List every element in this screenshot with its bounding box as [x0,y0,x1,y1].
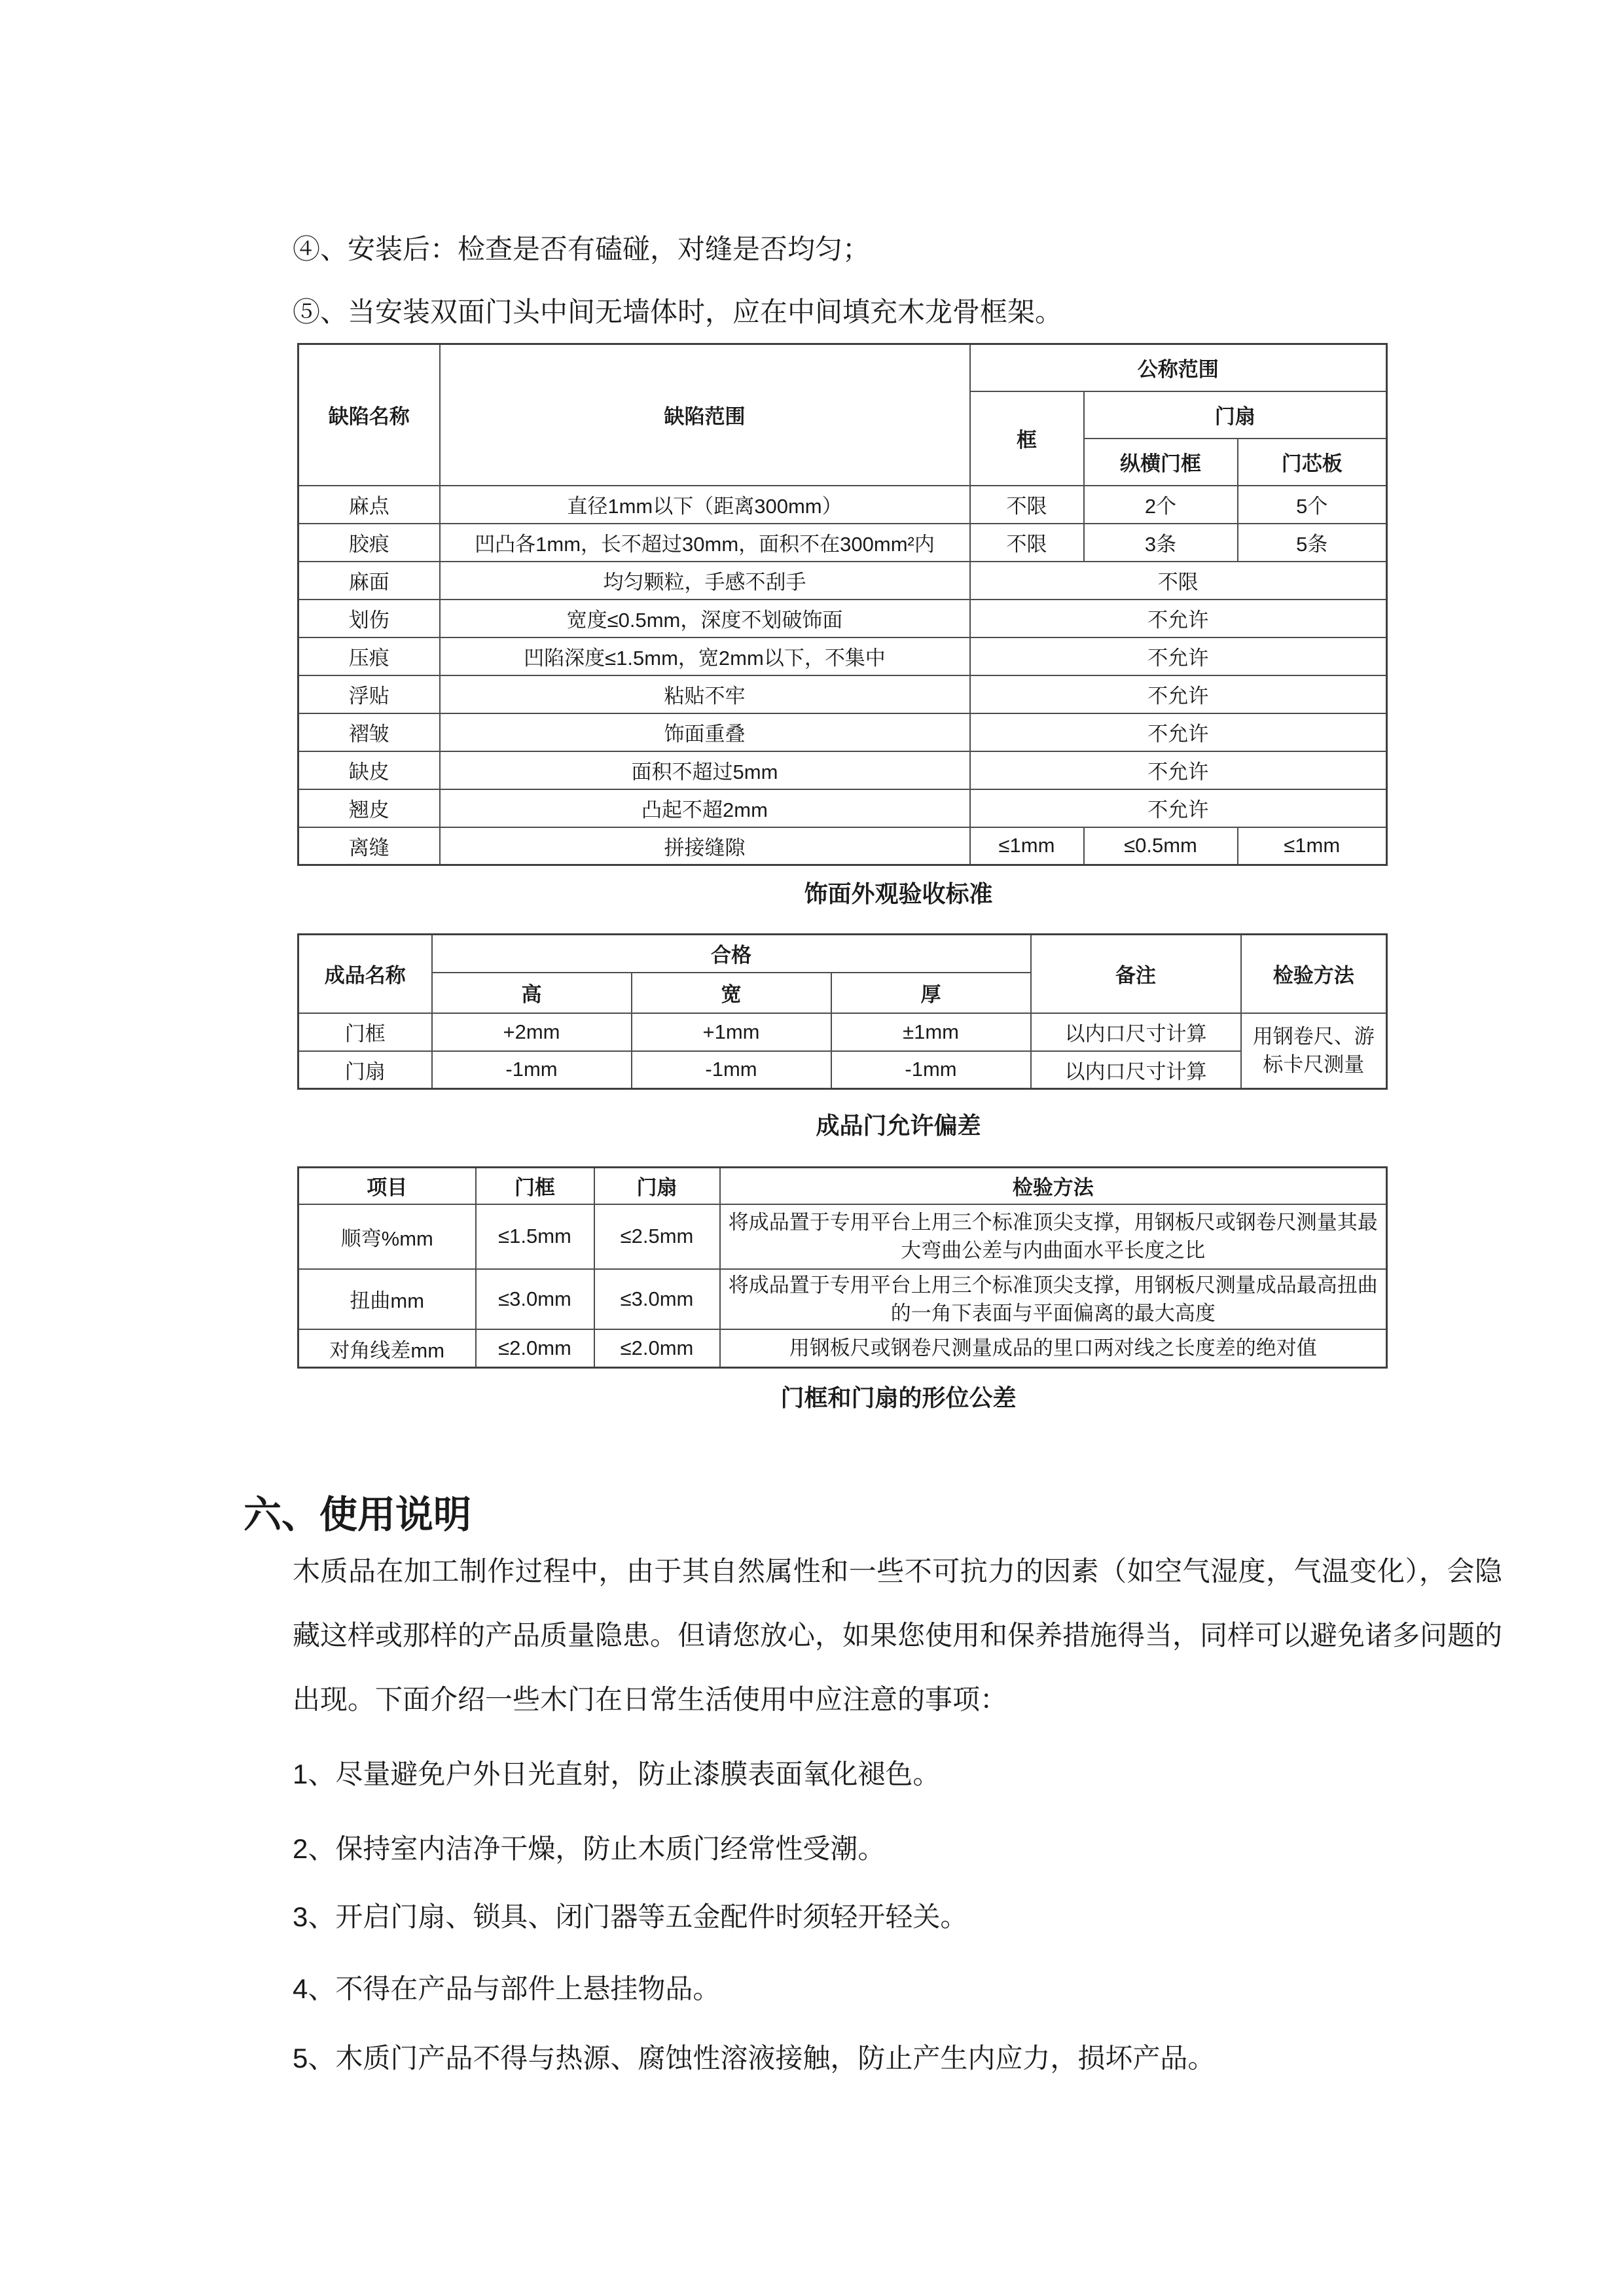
section-heading: 六、使用说明 [244,1493,472,1536]
all-value-cell: 不允许 [970,789,1387,827]
frame-value-cell: ≤2.0mm [476,1329,594,1367]
leaf-value-cell: ≤2.5mm [594,1204,720,1269]
defect-range-cell: 面积不超过5mm [440,751,970,789]
core-value-cell: ≤1mm [1238,827,1387,865]
frame-value-cell: ≤3.0mm [476,1269,594,1330]
install-note-4: ④、安装后：检查是否有磕碰，对缝是否均匀； [293,234,871,264]
defect-range-cell: 粘贴不牢 [440,675,970,713]
method-cell: 将成品置于专用平台上用三个标准顶尖支撑，用钢板尺或钢卷尺测量其最大弯曲公差与内曲面水平长度之比 [720,1204,1387,1269]
defect-range-cell: 饰面重叠 [440,713,970,751]
height-value-cell: +2mm [432,1013,632,1051]
usage-item-2: 2、保持室内洁净干燥，防止木质门经常性受潮。 [293,1833,886,1864]
defect-range-cell: 拼接缝隙 [440,827,970,865]
frame-header: 门框 [476,1168,594,1204]
tolerance-row [298,1329,1387,1367]
width-value-cell: +1mm [632,1013,831,1051]
method-merged-cell: 用钢卷尺、游标卡尺测量 [1241,1013,1387,1089]
defect-range-cell: 均匀颗粒，手感不刮手 [440,562,970,600]
tolerance-header-row [298,1168,1387,1204]
core-value-cell: 5条 [1238,524,1387,562]
defect-row [298,789,1387,827]
thickness-header: 厚 [831,973,1031,1013]
defect-row [298,827,1387,865]
nominal-range-header: 公称范围 [970,344,1387,391]
defect-row [298,713,1387,751]
frame-value-cell: ≤1.5mm [476,1204,594,1269]
item-cell: 对角线差mm [298,1329,476,1367]
thickness-value-cell: ±1mm [831,1013,1031,1051]
frame-value-cell: 不限 [970,486,1084,524]
defect-range-cell: 凹凸各1mm，长不超过30mm，面积不在300mm²内 [440,524,970,562]
tolerance-row [298,1269,1387,1330]
deviation-table-caption: 成品门允许偏差 [816,1112,981,1139]
all-value-cell: 不允许 [970,751,1387,789]
defect-name-cell: 翘皮 [298,789,440,827]
tolerance-table-caption: 门框和门扇的形位公差 [780,1384,1017,1411]
usage-item-4: 4、不得在产品与部件上悬挂物品。 [293,1973,721,2004]
height-value-cell: -1mm [432,1051,632,1089]
defect-range-cell: 凸起不超2mm [440,789,970,827]
method-header: 检验方法 [720,1168,1387,1204]
defect-row [298,486,1387,524]
defect-range-header: 缺陷范围 [440,344,970,486]
product-name-header: 成品名称 [298,935,432,1013]
tolerance-row [298,1204,1387,1269]
height-header: 高 [432,973,632,1013]
all-value-cell: 不允许 [970,600,1387,637]
defect-name-header: 缺陷名称 [298,344,440,486]
defect-row [298,751,1387,789]
tolerance-table [297,1166,1388,1369]
install-note-5: ⑤、当安装双面门头中间无墙体时，应在中间填充木龙骨框架。 [293,296,1063,327]
stile-value-cell: ≤0.5mm [1084,827,1238,865]
defect-row [298,675,1387,713]
defect-name-cell: 缺皮 [298,751,440,789]
all-value-cell: 不允许 [970,637,1387,675]
defect-row [298,562,1387,600]
defect-row [298,600,1387,637]
defect-row [298,524,1387,562]
width-header: 宽 [632,973,831,1013]
core-value-cell: 5个 [1238,486,1387,524]
defect-name-cell: 浮贴 [298,675,440,713]
stile-value-cell: 3条 [1084,524,1238,562]
leaf-value-cell: ≤3.0mm [594,1269,720,1330]
defect-name-cell: 压痕 [298,637,440,675]
deviation-header-row-1 [298,935,1387,973]
item-cell: 顺弯%mm [298,1204,476,1269]
all-value-cell: 不允许 [970,713,1387,751]
defect-header-row-1 [298,344,1387,391]
width-value-cell: -1mm [632,1051,831,1089]
remark-header: 备注 [1031,935,1241,1013]
defect-row [298,637,1387,675]
defect-name-cell: 麻面 [298,562,440,600]
leaf-header: 门扇 [594,1168,720,1204]
defect-name-cell: 麻点 [298,486,440,524]
defect-range-cell: 凹陷深度≤1.5mm，宽2mm以下，不集中 [440,637,970,675]
frame-value-cell: 不限 [970,524,1084,562]
defect-name-cell: 胶痕 [298,524,440,562]
remark-cell: 以内口尺寸计算 [1031,1013,1241,1051]
all-value-cell: 不允许 [970,675,1387,713]
door-leaf-header: 门扇 [1084,391,1387,439]
thickness-value-cell: -1mm [831,1051,1031,1089]
usage-paragraph: 木质品在加工制作过程中，由于其自然属性和一些不可抗力的因素（如空气湿度，气温变化），会隐藏这样或那样的产品质量隐患。但请您放心，如果您使用和保养措施得当，同样可以避免诸多问题的出现。下面介绍一些木门在日常生活使用中应注意的事项： [293,1556,1503,1715]
usage-item-3: 3、开启门扇、锁具、闭门器等五金配件时须轻开轻关。 [293,1901,968,1932]
stile-value-cell: 2个 [1084,486,1238,524]
all-value-cell: 不限 [970,562,1387,600]
defect-name-cell: 划伤 [298,600,440,637]
product-name-cell: 门扇 [298,1051,432,1089]
usage-item-5: 5、木质门产品不得与热源、腐蚀性溶液接触，防止产生内应力，损坏产品。 [293,2043,1216,2073]
frame-header: 框 [970,391,1084,486]
defect-table-caption: 饰面外观验收标准 [804,880,993,907]
core-panel-header: 门芯板 [1238,439,1387,486]
item-cell: 扭曲mm [298,1269,476,1330]
usage-item-1: 1、尽量避免户外日光直射，防止漆膜表面氧化褪色。 [293,1759,941,1789]
defect-range-cell: 直径1mm以下（距离300mm） [440,486,970,524]
leaf-value-cell: ≤2.0mm [594,1329,720,1367]
deviation-table [297,933,1388,1090]
stile-rail-header: 纵横门框 [1084,439,1238,486]
defect-range-cell: 宽度≤0.5mm，深度不划破饰面 [440,600,970,637]
qualified-header: 合格 [432,935,1031,973]
deviation-row [298,1013,1387,1051]
defect-table [297,343,1388,866]
deviation-row [298,1051,1387,1089]
frame-value-cell: ≤1mm [970,827,1084,865]
method-cell: 用钢板尺或钢卷尺测量成品的里口两对线之长度差的绝对值 [720,1329,1387,1367]
defect-name-cell: 褶皱 [298,713,440,751]
defect-name-cell: 离缝 [298,827,440,865]
method-cell: 将成品置于专用平台上用三个标准顶尖支撑，用钢板尺测量成品最高扭曲的一角下表面与平面偏离的最大高度 [720,1269,1387,1330]
product-name-cell: 门框 [298,1013,432,1051]
method-header: 检验方法 [1241,935,1387,1013]
item-header: 项目 [298,1168,476,1204]
remark-cell: 以内口尺寸计算 [1031,1051,1241,1089]
